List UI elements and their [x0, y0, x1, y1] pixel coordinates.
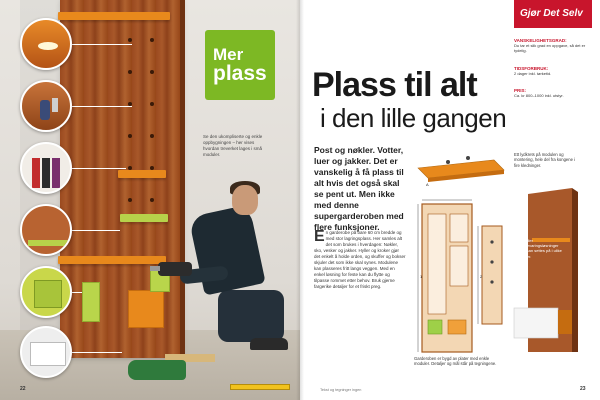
drill [158, 262, 192, 276]
connector-line [72, 106, 132, 107]
person-head [232, 185, 258, 215]
peg-hole [128, 38, 132, 42]
peg-hole [150, 198, 154, 202]
side-note: Lyd eller oppbevaringsløsninger som kan settes på i ulike høyder. [518, 238, 562, 259]
price-block [514, 88, 592, 98]
detail-circle-drawer [20, 326, 72, 378]
right-page [300, 0, 600, 400]
detail-circle-keys [20, 80, 72, 132]
peg-hole [150, 38, 154, 42]
page-number-left: 22 [20, 386, 26, 392]
spread-gutter [296, 0, 304, 400]
middle-shelf [58, 256, 166, 264]
peg-hole [128, 198, 132, 202]
footer-credit: Tekst og tegninger ingen [320, 388, 362, 392]
green-box-small [82, 282, 100, 322]
headline: Plass til alt [312, 66, 477, 104]
dropcap: E [314, 228, 325, 245]
time-block [514, 66, 592, 76]
front-view [418, 200, 472, 352]
top-shelf [58, 12, 170, 20]
badge-line2: plass [213, 62, 267, 85]
green-shelf [120, 214, 168, 222]
photo-caption: Se den ukompliserte og enkle oppbygningen – her vises hvordan treverket lages i små moduler. [203, 134, 263, 157]
badge-line1: Mer [213, 45, 244, 64]
peg-hole [128, 134, 132, 138]
price-label: PRIS: [514, 88, 527, 93]
drill-bit [150, 266, 160, 271]
wardrobe-side [180, 0, 185, 358]
svg-text:A: A [426, 182, 429, 187]
diagram-caption: Garderoben er bygd av plater med enkle moduler. Detaljer og mål står på tegningene. [414, 356, 497, 367]
peg-hole [150, 102, 154, 106]
panel-render [514, 188, 578, 352]
peg-hole [128, 70, 132, 74]
detail-circle-box [20, 266, 72, 318]
orange-box [128, 290, 164, 328]
lead-paragraph: Post og nøkler. Votter, luer og jakker. Det er vanskelig å få plass til alt hvis det også skal se pent ut. Men ikke med denne supergarderoben med flere funksjoner. [314, 145, 404, 232]
circular-saw [128, 360, 186, 380]
info-sidebar [514, 28, 592, 138]
peg-hole [150, 134, 154, 138]
technical-drawing [408, 142, 596, 354]
detail-circle-shelf [20, 204, 72, 256]
diagram-caption-top: Ett lydkrets på modulen og montering, hele del fra kongene i fire kledninger. [514, 152, 575, 168]
price-text: Ca. kr 800–1000 inkl. utstyr. [514, 93, 564, 98]
svg-text:1: 1 [420, 274, 423, 279]
connector-line [72, 168, 126, 169]
connector-line [72, 352, 122, 353]
time-text: 2 dager inkl. tørketid. [514, 71, 552, 76]
spirit-level [230, 384, 290, 390]
person-shoe [250, 338, 288, 350]
svg-text:2: 2 [480, 274, 483, 279]
person-legs [218, 290, 284, 342]
peg-hole [150, 70, 154, 74]
detail-circle-light [20, 18, 72, 70]
section-tag: Gjør Det Selv [514, 0, 592, 28]
connector-line [72, 292, 82, 293]
small-shelf [118, 170, 166, 178]
subheadline: i den lille gangen [320, 103, 507, 133]
mer-plass-badge [205, 30, 275, 100]
detail-circle-scarves [20, 142, 72, 194]
body-text-block [314, 230, 406, 290]
time-label: TIDSFORBRUK: [514, 66, 549, 71]
page-number-right: 23 [580, 386, 586, 392]
body-text: n garderobe på bare 60 cm bredde og med stor lagringsplass. Her samles alt det som brukes i hverdagen: Nøkler, sko, vesker og jakker. Hyller og kroker gjør det enkelt å holde orden, og skuffer og bokser skjuler det som ikke skal synes. Modulene kan plasseres fritt langs veggen. Med en enkel løsning for feste kan du flytte og tilpasse rommet etter behov. Bruk gjerne fargerike detaljer for et friskt preg. [314, 230, 406, 289]
shelf-render [418, 156, 504, 187]
difficulty-label: VANSKELIGHETSGRAD: [514, 38, 567, 43]
connector-line [72, 44, 132, 45]
difficulty-block [514, 38, 592, 53]
difficulty-text: Du tar et slik grad en oppgave, så det er tydelig. [514, 43, 586, 53]
connector-line [72, 230, 120, 231]
